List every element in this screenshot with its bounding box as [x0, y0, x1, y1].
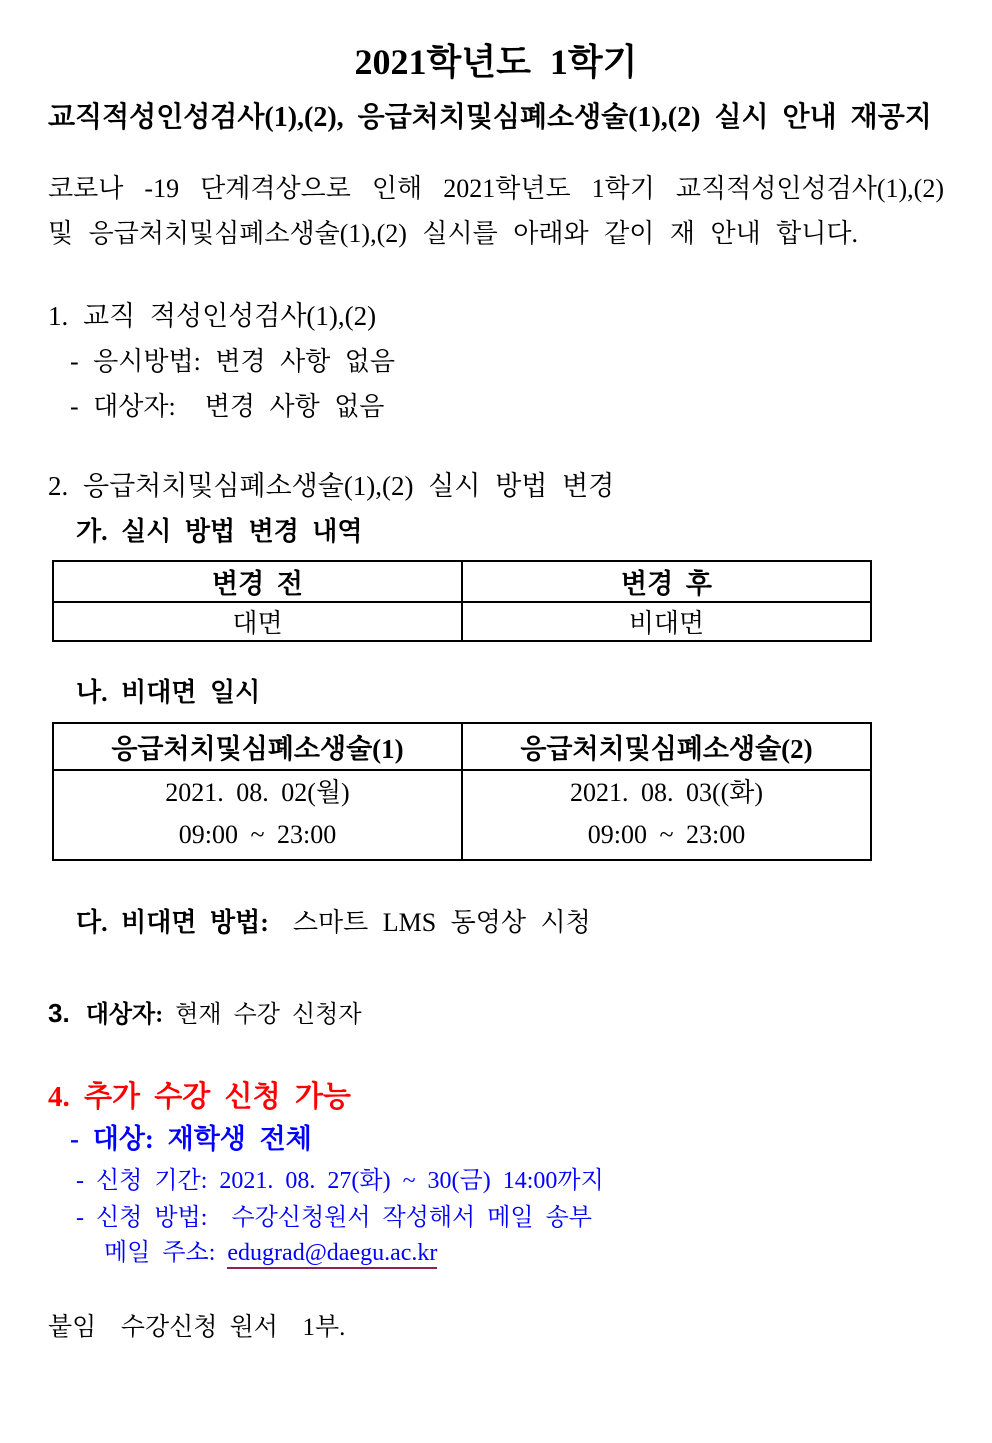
- change-table-header-row: [53, 561, 871, 602]
- subsection-c-value: 스마트 LMS 동영상 시청: [292, 908, 591, 937]
- intro-paragraph: [48, 166, 944, 256]
- course1-time: 09:00 ~ 23:00: [178, 820, 337, 849]
- section-1-heading: 1. 교직 적성인성검사(1),(2): [48, 301, 377, 331]
- section-2-heading: 2. 응급처치및심폐소생술(1),(2) 실시 방법 변경: [48, 471, 615, 501]
- subsection-c-line: [48, 905, 944, 945]
- schedule-table-cell-course2: [462, 770, 871, 860]
- course2-time: 09:00 ~ 23:00: [587, 820, 746, 849]
- course1-date: 2021. 08. 02(월): [165, 778, 350, 807]
- schedule-table-header-course1: 응급처치및심폐소생술(1): [53, 723, 462, 770]
- page-title: 2021학년도 1학기: [354, 42, 638, 82]
- attachment-note: 붙임 수강신청 원서 1부.: [48, 1314, 346, 1341]
- change-table-cell-before: 대면: [53, 602, 462, 641]
- intro-line-1: 코로나 -19 단계격상으로 인해 2021학년도 1학기 교직적성인성검사(1),(2): [48, 174, 944, 203]
- section-4-period: - 신청 기간: 2021. 08. 27(화) ~ 30(금) 14:00까지: [76, 1168, 604, 1194]
- schedule-table-data-row: [53, 770, 871, 860]
- page-subtitle: 교직적성인성검사(1),(2), 응급처치및심폐소생술(1),(2) 실시 안내 재공지: [48, 102, 932, 133]
- section-3-value: 현재 수강 신청자: [175, 1002, 362, 1028]
- change-table-header-after: 변경 후: [462, 561, 871, 602]
- email-label: 메일 주소:: [104, 1240, 216, 1266]
- email-link[interactable]: edugrad@daegu.ac.kr: [227, 1240, 437, 1269]
- intro-line-2: 및 응급처치및심폐소생술(1),(2) 실시를 아래와 같이 재 안내 합니다.: [48, 219, 859, 248]
- section-4-target: - 대상: 재학생 전체: [70, 1124, 312, 1154]
- section-1-item-target: - 대상자: 변경 사항 없음: [70, 392, 385, 421]
- change-table-header-before: 변경 전: [53, 561, 462, 602]
- schedule-table-header-row: [53, 723, 871, 770]
- subsection-c-label: 다. 비대면 방법:: [76, 908, 269, 937]
- section-3-label: 대상자:: [85, 1002, 164, 1028]
- schedule-table-header-course2: 응급처치및심폐소생술(2): [462, 723, 871, 770]
- change-table-data-row: [53, 602, 871, 641]
- section-4-method: - 신청 방법: 수강신청원서 작성해서 메일 송부: [76, 1205, 592, 1231]
- section-1-item-method: - 응시방법: 변경 사항 없음: [70, 347, 396, 376]
- schedule-table: [52, 722, 872, 861]
- section-3-line: [48, 995, 944, 1036]
- document-page: [0, 40, 992, 1443]
- change-table-cell-after: 비대면: [462, 602, 871, 641]
- change-table: [52, 560, 872, 642]
- section-3-number: 3.: [48, 998, 70, 1028]
- subsection-b-heading: 나. 비대면 일시: [76, 678, 261, 707]
- section-4-email-line: [48, 1236, 944, 1270]
- schedule-table-cell-course1: [53, 770, 462, 860]
- subsection-a-heading: 가. 실시 방법 변경 내역: [76, 517, 363, 546]
- course2-date: 2021. 08. 03((화): [569, 778, 764, 807]
- section-4-heading: 4. 추가 수강 신청 가능: [48, 1081, 351, 1113]
